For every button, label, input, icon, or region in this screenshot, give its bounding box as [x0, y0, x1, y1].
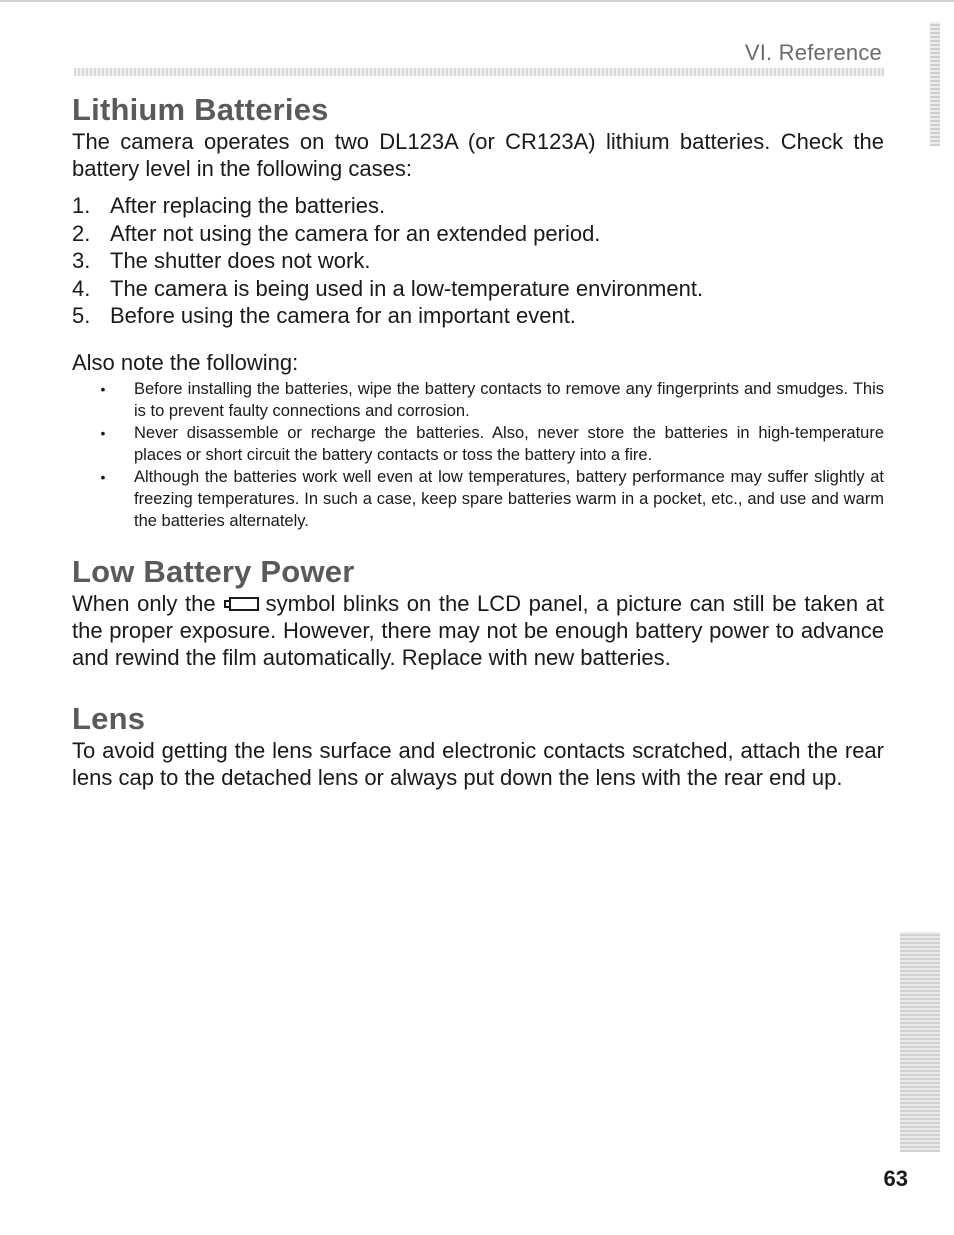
list-item-number: 2.	[72, 220, 91, 246]
section-title-lithium: Lithium Batteries	[72, 92, 329, 127]
list-item-text: The camera is being used in a low-temperature environment.	[110, 275, 704, 301]
bullet-icon: •	[100, 424, 106, 441]
battery-icon	[224, 596, 260, 612]
lithium-intro: The camera operates on two DL123A (or CR123A) lithium batteries. Check the battery level in the following cases:	[72, 129, 884, 181]
list-item-number: 4.	[72, 275, 91, 301]
list-item-number: 5.	[72, 303, 91, 328]
low-battery-text	[72, 590, 884, 671]
section-label: VI. Reference	[744, 40, 882, 65]
list-item-number: 3.	[72, 248, 91, 273]
notes-list	[72, 378, 884, 532]
page-content	[72, 92, 884, 791]
list-item-number: 1.	[72, 193, 91, 218]
edge-tab-marker	[930, 22, 940, 146]
section-lens	[72, 701, 884, 791]
list-item-text: Before using the camera for an important event.	[110, 303, 576, 328]
check-cases-list	[72, 192, 884, 330]
page-number: 63	[883, 1166, 908, 1191]
header-rule	[74, 68, 884, 76]
list-item-text: After replacing the batteries.	[110, 193, 386, 218]
list-item	[72, 275, 884, 303]
list-item-text: The shutter does not work.	[110, 248, 371, 273]
section-title-lens: Lens	[72, 700, 146, 736]
note-text: Before installing the batteries, wipe the battery contacts to remove any fingerprints and smudges. This is to prevent faulty connections and corrosion.	[134, 379, 884, 420]
low-battery-text-after: symbol blinks on the LCD panel, a picture can still be taken at the proper exposure. However, there may not be enough battery power to advance and rewind the film automatically. Replace with new batteries.	[72, 590, 885, 670]
section-title-low-battery: Low Battery Power	[72, 553, 355, 589]
list-item	[72, 192, 884, 220]
lens-text: To avoid getting the lens surface and electronic contacts scratched, attach the rear lens cap to the detached lens or always put down the lens with the rear end up.	[72, 737, 884, 790]
list-item	[72, 220, 884, 248]
low-battery-text-before: When only the	[72, 590, 216, 616]
section-low-battery-power	[72, 554, 884, 671]
note-text: Never disassemble or recharge the batteries. Also, never store the batteries in high-temperature places or short circuit the battery contacts or toss the battery into a fire.	[134, 423, 884, 464]
list-item	[72, 302, 884, 330]
section-lithium-batteries	[72, 92, 884, 532]
note-item	[72, 466, 884, 532]
note-item	[72, 422, 884, 466]
edge-tab-marker-bottom	[900, 932, 940, 1152]
top-edge-line	[0, 0, 954, 2]
note-text: Although the batteries work well even at low temperatures, battery performance may suffer slightly at freezing temperatures. In such a case, keep spare batteries warm in a pocket, etc., and use and warm the batteries alternately.	[134, 467, 884, 530]
note-item	[72, 378, 884, 422]
list-item-text: After not using the camera for an extended period.	[110, 220, 601, 246]
bullet-icon: •	[100, 468, 106, 485]
also-note-heading: Also note the following:	[72, 349, 299, 375]
bullet-icon: •	[100, 380, 106, 397]
list-item	[72, 247, 884, 275]
